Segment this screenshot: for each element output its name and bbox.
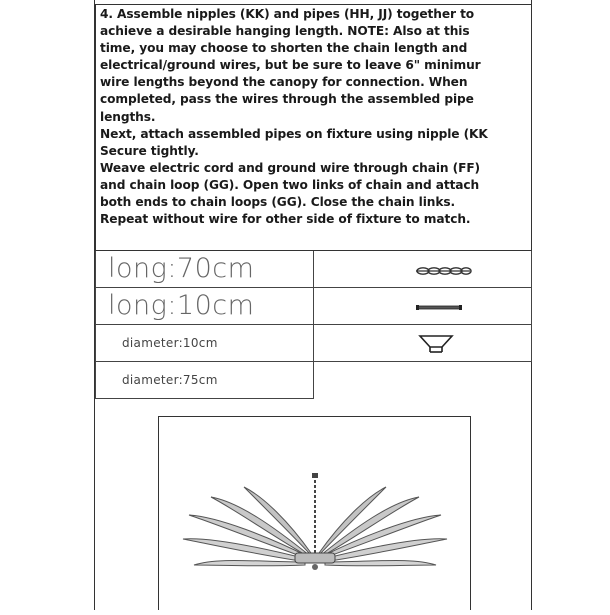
part-label: diameter:10cm xyxy=(122,336,218,350)
palm-leaf-chandelier-icon xyxy=(159,417,472,611)
instruction-line: time, you may choose to shorten the chain length and xyxy=(100,41,468,56)
assembly-instructions-box xyxy=(95,4,532,251)
chain-icon xyxy=(316,251,533,288)
canopy-icon xyxy=(316,325,533,362)
table-divider xyxy=(313,251,314,362)
part-label: long:70cm xyxy=(108,253,255,284)
instruction-line: lengths. xyxy=(100,109,156,124)
instruction-line: Next, attach assembled pipes on fixture using nipple (KK xyxy=(100,126,488,141)
instruction-line: 4. Assemble nipples (KK) and pipes (HH, JJ) together to xyxy=(100,7,475,21)
instruction-line: Weave electric cord and ground wire through chain (FF) xyxy=(100,160,481,175)
parts-table xyxy=(95,251,532,401)
part-row-diameter xyxy=(95,362,314,399)
part-label: diameter:75cm xyxy=(122,373,218,387)
instruction-line: and chain loop (GG). Open two links of chain and attach xyxy=(100,177,480,192)
part-label: long:10cm xyxy=(108,290,255,321)
instruction-line: Secure tightly. xyxy=(100,143,199,158)
instruction-line: wire lengths beyond the canopy for connection. When xyxy=(100,75,468,90)
instruction-line: Repeat without wire for other side of fixture to match. xyxy=(100,212,471,227)
instruction-line: both ends to chain loops (GG). Close the chain links. xyxy=(100,195,456,210)
instruction-line: completed, pass the wires through the assembled pipe xyxy=(100,92,474,107)
pipe-icon xyxy=(316,288,533,325)
instruction-line: achieve a desirable hanging length. NOTE: Also at this xyxy=(100,24,470,39)
chandelier-illustration xyxy=(158,416,471,610)
instruction-line: electrical/ground wires, but be sure to leave 6" minimur xyxy=(100,58,481,73)
